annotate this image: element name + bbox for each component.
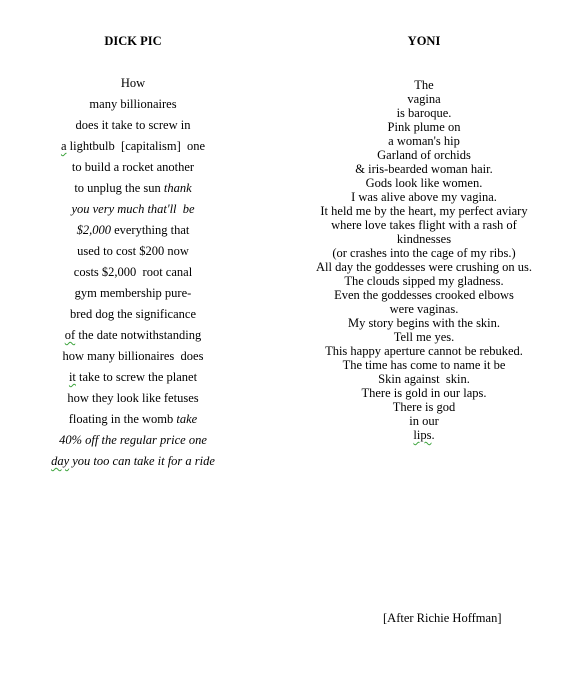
- line-text: how they look like fetuses: [67, 391, 199, 405]
- poem-line: [22, 136, 244, 157]
- spellcheck-word: lips: [413, 428, 432, 442]
- poem-line: [300, 302, 548, 316]
- poem-line: [300, 372, 548, 386]
- poem-line: [22, 430, 244, 451]
- poem-line: [22, 73, 244, 94]
- poem-yoni: [300, 33, 548, 442]
- poem-line: [22, 178, 244, 199]
- poem-line: [22, 388, 244, 409]
- poem-line: [300, 218, 548, 232]
- line-text: to build a rocket another: [71, 160, 195, 174]
- poem-line: [22, 409, 244, 430]
- poem-line: [22, 241, 244, 262]
- spellcheck-word: day: [51, 454, 70, 468]
- poem-line: [22, 115, 244, 136]
- poem-line: [300, 204, 548, 218]
- line-text: How: [120, 76, 146, 90]
- line-text: My story begins with the skin.: [347, 316, 501, 330]
- line-text: lightbulb [capitalism] one: [66, 139, 206, 153]
- line-text: bred dog the significance: [70, 307, 196, 321]
- line-text: floating in the womb: [68, 412, 177, 426]
- line-text: 40% off the regular price one: [59, 433, 207, 447]
- line-text: Pink plume on: [387, 120, 461, 134]
- line-text: This happy aperture cannot be rebuked.: [325, 344, 523, 358]
- line-text: used to cost $200 now: [77, 244, 189, 258]
- line-text: $2,000: [76, 223, 111, 237]
- poem-line: [300, 330, 548, 344]
- line-text: The clouds sipped my gladness.: [344, 274, 504, 288]
- line-text: in our: [409, 414, 439, 428]
- poem-line: [22, 346, 244, 367]
- line-text: (or crashes into the cage of my ribs.): [332, 246, 516, 260]
- attribution: [After Richie Hoffman]: [383, 611, 502, 625]
- poem-line: [300, 260, 548, 274]
- poem-line: [300, 344, 548, 358]
- line-text: a woman's hip: [388, 134, 460, 148]
- line-text: were vaginas.: [389, 302, 459, 316]
- line-text: Even the goddesses crooked elbows: [334, 288, 514, 302]
- poem-body-yoni: [300, 78, 548, 442]
- line-text: All day the goddesses were crushing on us.: [316, 260, 532, 274]
- poem-line: [300, 78, 548, 92]
- poem-line: [22, 304, 244, 325]
- poem-line: [300, 176, 548, 190]
- line-text: costs $2,000 root canal: [73, 265, 193, 279]
- line-text: thank: [163, 181, 192, 195]
- poem-dick-pic: [22, 33, 244, 472]
- line-text: how many billionaires does: [62, 349, 204, 363]
- poem-line: [22, 220, 244, 241]
- line-text: does it take to screw in: [75, 118, 191, 132]
- poem-line: [22, 283, 244, 304]
- poem-line: [300, 316, 548, 330]
- line-text: to unplug the sun: [74, 181, 164, 195]
- line-text: kindnesses: [396, 232, 452, 246]
- line-text: There is god: [392, 400, 456, 414]
- line-text: & iris-bearded woman hair.: [355, 162, 493, 176]
- poem-line: [300, 246, 548, 260]
- poem-line: [300, 232, 548, 246]
- poem-line: [300, 274, 548, 288]
- poem-line: [22, 199, 244, 220]
- line-text: the date notwithstanding: [75, 328, 202, 342]
- line-text: take: [176, 412, 198, 426]
- poem-line: [22, 262, 244, 283]
- poem-line: [300, 358, 548, 372]
- line-text: you too can take it for a ride: [69, 454, 215, 468]
- line-text: is baroque.: [396, 106, 452, 120]
- line-text: Skin against skin.: [378, 372, 470, 386]
- poem-line: [300, 400, 548, 414]
- line-text: where love takes flight with a rash of: [331, 218, 517, 232]
- line-text: The: [414, 78, 434, 92]
- poem-line: [300, 134, 548, 148]
- poem-title-yoni: YONI: [407, 34, 441, 48]
- poem-line: [300, 106, 548, 120]
- poem-line: [300, 92, 548, 106]
- line-text: Tell me yes.: [393, 330, 455, 344]
- poem-line: [300, 386, 548, 400]
- poem-line: [300, 120, 548, 134]
- poem-line: [300, 190, 548, 204]
- poem-line: [300, 414, 548, 428]
- line-text: you very much that'll be: [71, 202, 195, 216]
- poem-line: [22, 451, 244, 472]
- line-text: Garland of orchids: [377, 148, 471, 162]
- poem-title-dick-pic: DICK PIC: [104, 34, 162, 48]
- poem-line: [300, 162, 548, 176]
- spellcheck-word: a: [60, 139, 67, 153]
- poem-line: [22, 367, 244, 388]
- line-text: There is gold in our laps.: [361, 386, 487, 400]
- poem-line: [22, 157, 244, 178]
- line-text: .: [431, 428, 435, 442]
- spellcheck-word: of: [64, 328, 76, 342]
- line-text: gym membership pure-: [74, 286, 192, 300]
- line-text: many billionaires: [89, 97, 177, 111]
- line-text: I was alive above my vagina.: [351, 190, 497, 204]
- line-text: It held me by the heart, my perfect aviary: [320, 204, 528, 218]
- line-text: The time has come to name it be: [342, 358, 506, 372]
- spellcheck-word: it: [68, 370, 76, 384]
- poem-line: [22, 325, 244, 346]
- poem-line: [22, 94, 244, 115]
- poem-line: [300, 148, 548, 162]
- line-text: Gods look like women.: [365, 176, 483, 190]
- line-text: vagina: [407, 92, 441, 106]
- poem-line: [300, 288, 548, 302]
- poem-body-dick-pic: [22, 73, 244, 472]
- poem-line: [300, 428, 548, 442]
- line-text: everything that: [110, 223, 190, 237]
- line-text: take to screw the planet: [75, 370, 198, 384]
